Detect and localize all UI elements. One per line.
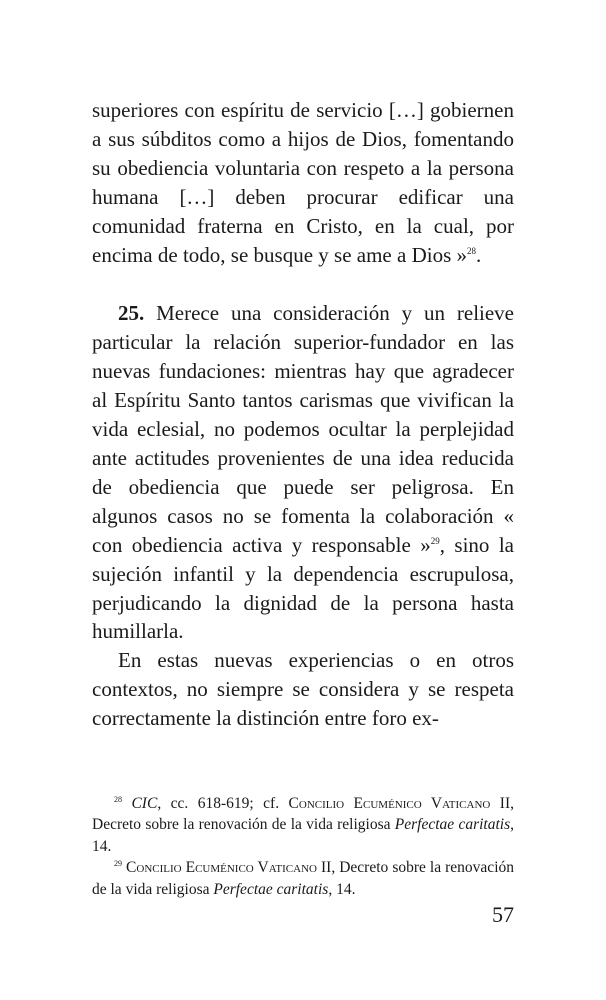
- paragraph-text: superiores con espíritu de servicio […] gobiernen a sus súbditos como a hijos de Dios, fomentando su obediencia voluntaria con respeto a la persona humana […] deben procurar edificar una comunidad fraterna en Cristo, en la cual, por encima de todo, se busque y se ame a Dios »: [92, 98, 514, 267]
- paragraph-text-cont: , sino la sujeción infantil y la dependencia escrupulosa, perjudicando la dignidad de la persona hasta humillarla.: [92, 532, 514, 644]
- footnote-council: Concilio Ecuménico Vaticano II: [126, 859, 332, 877]
- footnote-cic: CIC: [131, 795, 158, 812]
- footnote-text: , cc. 618-619; cf.: [157, 795, 289, 812]
- footnote-title: Perfectae caritatis: [394, 816, 511, 834]
- footnote-text: , 14.: [92, 816, 514, 855]
- footnote-28: [92, 793, 514, 857]
- paragraph-text: En estas nuevas experiencias o en otros contextos, no siempre se considera y se respeta correctamente la distinción entre foro ex-: [92, 648, 514, 731]
- footnote-mark: 28: [114, 794, 122, 804]
- footnote-ref-29: 29: [430, 535, 440, 546]
- paragraph-continued: [92, 96, 514, 269]
- footnote-29: [92, 857, 514, 900]
- paragraph-25: [92, 299, 514, 646]
- footnote-text: , Decreto sobre la renovación de la vida religiosa: [92, 795, 514, 834]
- footnotes: [92, 793, 514, 900]
- paragraph-tail: .: [476, 242, 482, 267]
- paragraph-text: Merece una consideración y un relieve particular la relación superior-fundador en las nuevas fundaciones: mientras hay que agradecer al Espíritu Santo tantos carismas que vivifican la vida eclesial, no podemos ocultar la perplejidad ante actitudes provenientes de una idea reducida de obediencia que puede ser peligrosa. En algunos casos no se fomenta la colaboración « con obediencia activa y responsable »: [92, 301, 514, 557]
- paragraph-next: [92, 646, 514, 733]
- footnote-text: , Decreto sobre la renovación de la vida religiosa: [92, 859, 514, 898]
- footnote-ref-28: 28: [467, 245, 476, 256]
- footnote-text: , 14.: [328, 880, 356, 898]
- footnote-title: Perfectae caritatis: [213, 880, 329, 898]
- footnote-mark: 29: [114, 859, 122, 869]
- paragraph-number: 25.: [118, 301, 145, 326]
- footnote-council: Concilio Ecuménico Vaticano II: [288, 795, 511, 812]
- main-text: [92, 96, 514, 733]
- page-number: 57: [492, 902, 514, 927]
